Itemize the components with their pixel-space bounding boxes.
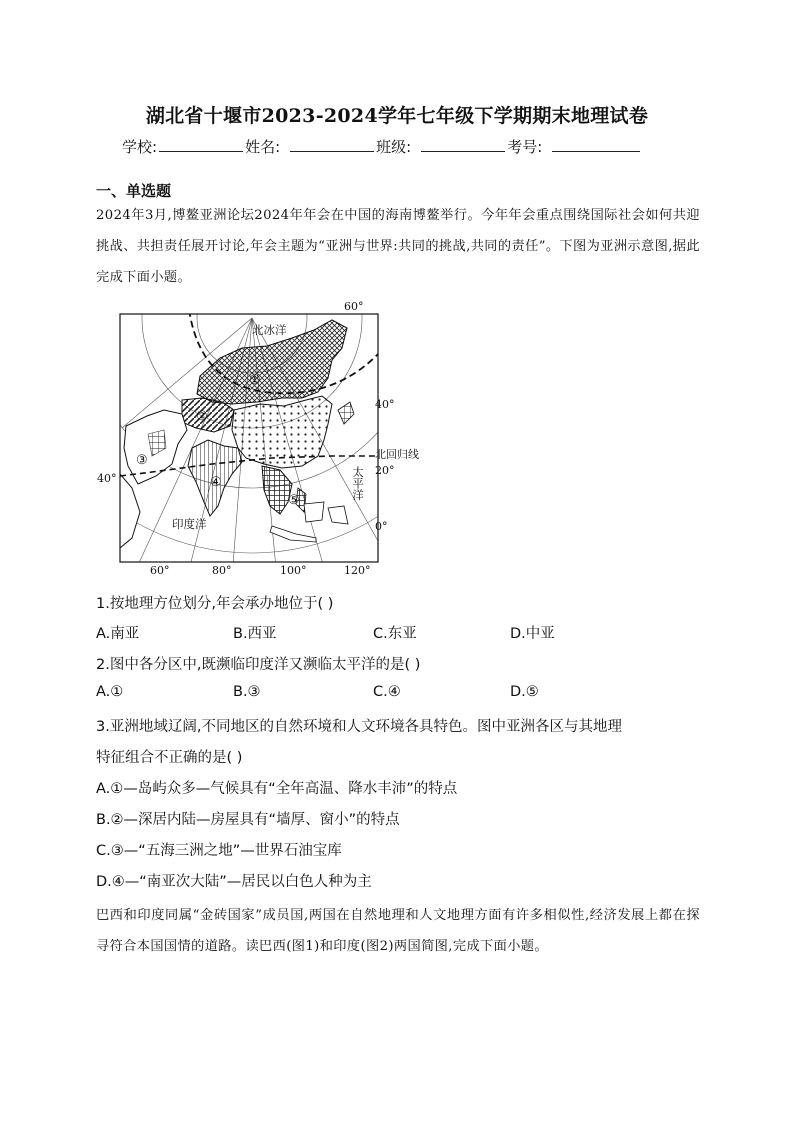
- lat-40-right-label: 40°: [375, 398, 395, 411]
- q3-option-d[interactable]: D.④—“南亚次大陆”—居民以白色人种为主: [96, 874, 372, 890]
- school-label: 学校:: [122, 138, 158, 156]
- lat-20-label: 20°: [375, 464, 395, 477]
- question-3-stem-line1: 3.亚洲地域辽阔,不同地区的自然环境和人文环境各具特色。图中亚洲各区与其地理: [96, 719, 622, 735]
- name-label: 姓名:: [245, 138, 281, 156]
- q1-option-b[interactable]: B.西亚: [233, 626, 277, 642]
- student-info-row: [122, 135, 642, 157]
- name-blank[interactable]: [290, 135, 374, 152]
- tropic-label: 北回归线: [375, 448, 419, 461]
- region-2-label: ②: [196, 409, 208, 424]
- q1-option-a[interactable]: A.南亚: [96, 626, 140, 642]
- question-3-stem-line2: 特征组合不正确的是( ): [96, 750, 243, 766]
- arctic-ocean-label: 北冰洋: [252, 323, 287, 337]
- lat-60-label: 60°: [344, 300, 364, 313]
- exam-number-blank[interactable]: [552, 135, 640, 152]
- section-heading: 一、单选题: [96, 182, 172, 200]
- q1-option-c[interactable]: C.东亚: [373, 626, 417, 642]
- q3-option-a[interactable]: A.①—岛屿众多—气候具有“全年高温、降水丰沛”的特点: [96, 781, 458, 797]
- region-1-label: ①: [249, 373, 261, 388]
- pacific-ocean-label: 太平洋: [351, 466, 365, 501]
- exam-number-label: 考号:: [507, 138, 543, 156]
- q2-option-a[interactable]: A.①: [96, 684, 124, 700]
- lat-0-label: 0°: [375, 520, 388, 533]
- class-label: 班级:: [376, 138, 412, 156]
- q2-option-b[interactable]: B.③: [233, 684, 261, 700]
- intro-paragraph: 2024年3月,博鳌亚洲论坛2024年年会在中国的海南博鳌举行。今年年会重点围绕国际社会如何共迎挑战、共担责任展开讨论,年会主题为“亚洲与世界:共同的挑战,共同的责任”。下图为亚洲示意图,据此完成下面小题。: [96, 208, 700, 285]
- indian-ocean-label: 印度洋: [172, 517, 207, 531]
- q2-option-d[interactable]: D.⑤: [510, 684, 539, 700]
- page-title: 湖北省十堰市2023-2024学年七年级下学期期末地理试卷: [145, 105, 649, 127]
- question-1-stem: 1.按地理方位划分,年会承办地位于( ): [96, 596, 334, 612]
- question-2-stem: 2.图中各分区中,既濒临印度洋又濒临太平洋的是( ): [96, 657, 421, 673]
- q3-option-b[interactable]: B.②—深居内陆—房屋具有“墙厚、窗小”的特点: [96, 812, 400, 828]
- asia-map: [92, 298, 419, 580]
- lon-100-label: 100°: [280, 564, 307, 577]
- lat-40-left-label: 40°: [97, 472, 117, 485]
- section-2-intro: 巴西和印度同属“金砖国家”成员国,两国在自然地理和人文地理方面有许多相似性,经济发展上都在探寻符合本国国情的道路。读巴西(图1)和印度(图2)两国简图,完成下面小题。: [96, 908, 700, 954]
- lon-120-label: 120°: [344, 564, 371, 577]
- q2-option-c[interactable]: C.④: [373, 684, 401, 700]
- region-3-label: ③: [136, 453, 148, 468]
- q3-option-c[interactable]: C.③—“五海三洲之地”—世界石油宝库: [96, 843, 342, 859]
- lon-60-label: 60°: [150, 564, 170, 577]
- region-4-label: ④: [210, 475, 222, 490]
- region-5-label: ⑤: [288, 493, 300, 508]
- school-blank[interactable]: [159, 135, 243, 152]
- class-blank[interactable]: [421, 135, 505, 152]
- lon-80-label: 80°: [212, 564, 232, 577]
- q1-option-d[interactable]: D.中亚: [510, 626, 555, 642]
